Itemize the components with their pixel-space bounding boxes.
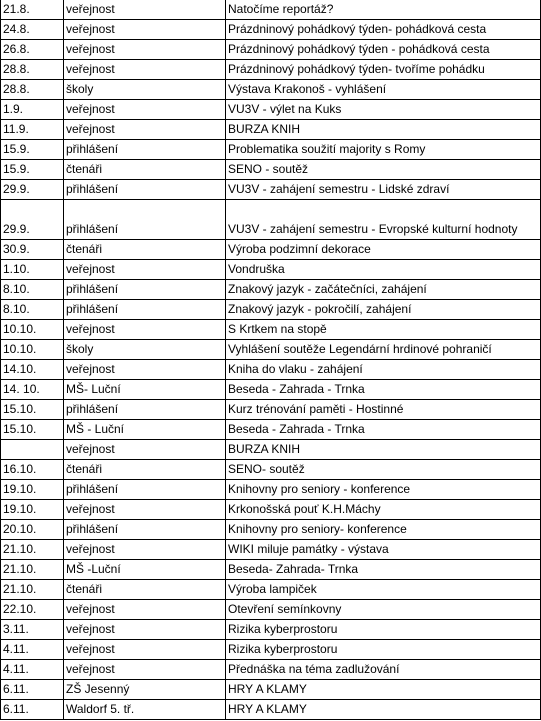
table-row [1,300,541,320]
table-row [1,120,541,140]
table-row [1,600,541,620]
table-row [1,420,541,440]
table-row [1,500,541,520]
table-row [1,380,541,400]
audience-cell: ZŠ Jesenný [64,680,226,700]
audience-cell: veřejnost [64,60,226,80]
date-cell: 22.10. [1,600,64,620]
event-title-cell: Rizika kyberprostoru [226,620,541,640]
audience-cell: čtenáři [64,160,226,180]
table-row [1,320,541,340]
date-cell: 21.10. [1,560,64,580]
date-cell: 10.10. [1,340,64,360]
table-row [1,40,541,60]
date-cell: 15.9. [1,160,64,180]
audience-cell: MŠ- Luční [64,380,226,400]
event-title-cell: Kniha do vlaku - zahájení [226,360,541,380]
date-cell: 6.11. [1,700,64,720]
event-title-cell: Znakový jazyk - začátečníci, zahájení [226,280,541,300]
audience-cell: veřejnost [64,500,226,520]
table-row [1,240,541,260]
table-row [1,460,541,480]
table-row [1,200,541,240]
event-title-cell: Kurz trénování paměti - Hostinné [226,400,541,420]
event-title-cell: Beseda - Zahrada - Trnka [226,420,541,440]
table-row [1,160,541,180]
date-cell: 26.8. [1,40,64,60]
date-cell: 16.10. [1,460,64,480]
event-title-cell: Otevření semínkovny [226,600,541,620]
table-row [1,80,541,100]
table-row [1,480,541,500]
date-cell: 10.10. [1,320,64,340]
date-cell [1,440,64,460]
date-cell: 29.9. [1,180,64,200]
date-cell: 19.10. [1,480,64,500]
event-title-cell: Prázdninový pohádkový týden- pohádková cesta [226,20,541,40]
date-cell: 8.10. [1,280,64,300]
date-cell: 30.9. [1,240,64,260]
audience-cell: přihlášení [64,140,226,160]
table-row [1,560,541,580]
date-cell: 21.8. [1,0,64,20]
table-row [1,640,541,660]
table-row [1,700,541,720]
event-title-cell: Výroba podzimní dekorace [226,240,541,260]
date-cell: 8.10. [1,300,64,320]
event-title-cell: Knihovny pro seniory - konference [226,480,541,500]
event-title-cell: VU3V - výlet na Kuks [226,100,541,120]
table-row [1,280,541,300]
table-row [1,20,541,40]
table-row [1,260,541,280]
event-title-cell: S Krtkem na stopě [226,320,541,340]
event-title-cell: BURZA KNIH [226,120,541,140]
audience-cell: veřejnost [64,360,226,380]
audience-cell: veřejnost [64,440,226,460]
date-cell: 15.9. [1,140,64,160]
audience-cell: veřejnost [64,540,226,560]
date-cell: 29.9. [1,200,64,240]
event-title-cell: Výroba lampiček [226,580,541,600]
audience-cell: veřejnost [64,0,226,20]
event-title-cell: Krkonošská pouť K.H.Máchy [226,500,541,520]
audience-cell: veřejnost [64,660,226,680]
table-row [1,140,541,160]
event-title-cell: HRY A KLAMY [226,680,541,700]
audience-cell: přihlášení [64,520,226,540]
table-row [1,180,541,200]
table-row [1,100,541,120]
audience-cell: veřejnost [64,320,226,340]
audience-cell: školy [64,80,226,100]
audience-cell: MŠ -Luční [64,560,226,580]
audience-cell: čtenáři [64,240,226,260]
audience-cell: veřejnost [64,40,226,60]
audience-cell: přihlášení [64,280,226,300]
audience-cell: veřejnost [64,120,226,140]
event-title-cell: VU3V - zahájení semestru - Evropské kulturní hodnoty [226,200,541,240]
event-title-cell: Znakový jazyk - pokročilí, zahájení [226,300,541,320]
event-title-cell: Beseda- Zahrada- Trnka [226,560,541,580]
event-title-cell: Rizika kyberprostoru [226,640,541,660]
audience-cell: veřejnost [64,620,226,640]
table-row [1,620,541,640]
audience-cell: školy [64,340,226,360]
event-title-cell: Knihovny pro seniory- konference [226,520,541,540]
audience-cell: přihlášení [64,400,226,420]
audience-cell: čtenáři [64,580,226,600]
date-cell: 20.10. [1,520,64,540]
audience-cell: přihlášení [64,200,226,240]
event-title-cell: Prázdninový pohádkový týden- tvoříme pohádku [226,60,541,80]
date-cell: 28.8. [1,60,64,80]
date-cell: 24.8. [1,20,64,40]
date-cell: 6.11. [1,680,64,700]
table-row [1,400,541,420]
date-cell: 4.11. [1,640,64,660]
date-cell: 14.10. [1,360,64,380]
table-row [1,0,541,20]
event-title-cell: Prázdninový pohádkový týden - pohádková cesta [226,40,541,60]
audience-cell: Waldorf 5. tř. [64,700,226,720]
date-cell: 3.11. [1,620,64,640]
date-cell: 14. 10. [1,380,64,400]
date-cell: 15.10. [1,400,64,420]
date-cell: 15.10. [1,420,64,440]
table-row [1,340,541,360]
audience-cell: veřejnost [64,260,226,280]
event-title-cell: SENO - soutěž [226,160,541,180]
table-row [1,540,541,560]
audience-cell: veřejnost [64,20,226,40]
audience-cell: MŠ - Luční [64,420,226,440]
event-title-cell: VU3V - zahájení semestru - Lidské zdraví [226,180,541,200]
audience-cell: čtenáři [64,460,226,480]
event-title-cell: Natočíme reportáž? [226,0,541,20]
audience-cell: veřejnost [64,100,226,120]
audience-cell: veřejnost [64,600,226,620]
event-title-cell: WIKI miluje památky - výstava [226,540,541,560]
date-cell: 1.10. [1,260,64,280]
event-title-cell: Výstava Krakonoš - vyhlášení [226,80,541,100]
date-cell: 21.10. [1,580,64,600]
table-row [1,60,541,80]
event-title-cell: Vondruška [226,260,541,280]
event-title-cell: BURZA KNIH [226,440,541,460]
event-title-cell: SENO- soutěž [226,460,541,480]
table-row [1,440,541,460]
audience-cell: přihlášení [64,480,226,500]
date-cell: 21.10. [1,540,64,560]
events-table-body [1,0,541,720]
audience-cell: veřejnost [64,640,226,660]
table-row [1,660,541,680]
audience-cell: přihlášení [64,300,226,320]
date-cell: 4.11. [1,660,64,680]
table-row [1,520,541,540]
date-cell: 19.10. [1,500,64,520]
date-cell: 1.9. [1,100,64,120]
event-title-cell: Přednáška na téma zadlužování [226,660,541,680]
date-cell: 11.9. [1,120,64,140]
audience-cell: přihlášení [64,180,226,200]
date-cell: 28.8. [1,80,64,100]
event-title-cell: Vyhlášení soutěže Legendární hrdinové pohraničí [226,340,541,360]
event-title-cell: Beseda - Zahrada - Trnka [226,380,541,400]
table-row [1,360,541,380]
event-title-cell: HRY A KLAMY [226,700,541,720]
table-row [1,580,541,600]
event-title-cell: Problematika soužití majority s Romy [226,140,541,160]
table-row [1,680,541,700]
